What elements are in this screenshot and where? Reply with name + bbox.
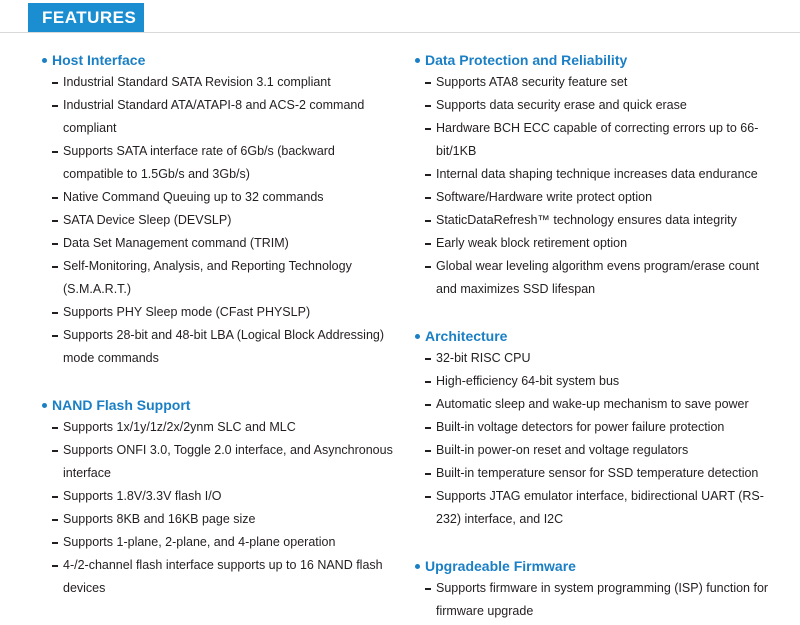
bullet-icon (42, 403, 47, 408)
page-title: FEATURES (42, 8, 137, 27)
dash-icon (52, 266, 58, 268)
list-item-text: Built-in power-on reset and voltage regulators (436, 443, 689, 457)
list-item (42, 186, 397, 209)
list-item-text: Automatic sleep and wake-up mechanism to save power (436, 397, 749, 411)
list-item-text: 32-bit RISC CPU (436, 351, 531, 365)
list-item-text: Supports 1.8V/3.3V flash I/O (63, 489, 222, 503)
dash-icon (425, 174, 431, 176)
list-item-text: Industrial Standard ATA/ATAPI-8 and ACS-2 command compliant (63, 98, 365, 135)
section-upgradeable-firmware (415, 555, 775, 623)
list-item (42, 232, 397, 255)
section-heading-text: NAND Flash Support (52, 397, 191, 413)
section-heading-text: Upgradeable Firmware (425, 558, 576, 574)
section-spacer (415, 531, 775, 555)
bullet-icon (42, 58, 47, 63)
list-item (42, 71, 397, 94)
dash-icon (425, 427, 431, 429)
list-item (42, 508, 397, 531)
list-item (415, 439, 775, 462)
dash-icon (52, 427, 58, 429)
header-divider (0, 32, 800, 33)
list-item-text: High-efficiency 64-bit system bus (436, 374, 620, 388)
dash-icon (425, 496, 431, 498)
bullet-icon (415, 564, 420, 569)
dash-icon (52, 335, 58, 337)
list-item (42, 255, 397, 301)
features-banner (28, 3, 144, 33)
dash-icon (425, 588, 431, 590)
list-item (42, 554, 397, 600)
section-data-protection-and-reliability (415, 49, 775, 301)
list-item (415, 232, 775, 255)
list-item (415, 393, 775, 416)
list-item-text: 4-/2-channel flash interface supports up to 16 NAND flash devices (63, 558, 383, 595)
left-column (42, 49, 397, 600)
list-item (42, 416, 397, 439)
dash-icon (52, 565, 58, 567)
feature-list (415, 71, 775, 301)
dash-icon (52, 151, 58, 153)
list-item-text: Software/Hardware write protect option (436, 190, 653, 204)
section-host-interface (42, 49, 397, 370)
section-heading-text: Data Protection and Reliability (425, 52, 628, 68)
list-item (42, 140, 397, 186)
dash-icon (52, 197, 58, 199)
list-item (42, 485, 397, 508)
list-item (42, 94, 397, 140)
list-item-text: Supports firmware in system programming (ISP) function for firmware upgrade (436, 581, 769, 618)
list-item-text: Data Set Management command (TRIM) (63, 236, 289, 250)
dash-icon (52, 105, 58, 107)
dash-icon (425, 381, 431, 383)
section-heading (415, 325, 775, 347)
list-item (42, 209, 397, 232)
list-item-text: Supports SATA interface rate of 6Gb/s (backward compatible to 1.5Gb/s and 3Gb/s) (63, 144, 335, 181)
feature-list (42, 416, 397, 600)
list-item (415, 370, 775, 393)
section-nand-flash-support (42, 394, 397, 600)
list-item (42, 301, 397, 324)
list-item-text: Supports 28-bit and 48-bit LBA (Logical Block Addressing) mode commands (63, 328, 385, 365)
dash-icon (52, 312, 58, 314)
list-item-text: Supports 1-plane, 2-plane, and 4-plane operation (63, 535, 336, 549)
section-heading (42, 394, 397, 416)
list-item-text: Supports 1x/1y/1z/2x/2ynm SLC and MLC (63, 420, 296, 434)
list-item-text: Industrial Standard SATA Revision 3.1 compliant (63, 75, 331, 89)
list-item (415, 255, 775, 301)
feature-list (42, 71, 397, 370)
dash-icon (425, 128, 431, 130)
dash-icon (425, 473, 431, 475)
list-item-text: Supports JTAG emulator interface, bidirectional UART (RS-232) interface, and I2C (436, 489, 764, 526)
list-item-text: Built-in voltage detectors for power failure protection (436, 420, 725, 434)
feature-list (415, 577, 775, 623)
list-item (415, 71, 775, 94)
dash-icon (52, 496, 58, 498)
list-item-text: Supports ONFI 3.0, Toggle 2.0 interface, and Asynchronous interface (63, 443, 393, 480)
list-item (415, 186, 775, 209)
list-item (415, 462, 775, 485)
dash-icon (52, 82, 58, 84)
list-item (415, 117, 775, 163)
list-item (42, 439, 397, 485)
list-item-text: Self-Monitoring, Analysis, and Reporting Technology (S.M.A.R.T.) (63, 259, 352, 296)
section-architecture (415, 325, 775, 531)
list-item (415, 347, 775, 370)
list-item-text: Supports PHY Sleep mode (CFast PHYSLP) (63, 305, 311, 319)
bullet-icon (415, 334, 420, 339)
list-item-text: Supports data security erase and quick erase (436, 98, 687, 112)
list-item (415, 94, 775, 117)
section-heading (42, 49, 397, 71)
section-heading (415, 49, 775, 71)
list-item-text: Built-in temperature sensor for SSD temperature detection (436, 466, 759, 480)
feature-list (415, 347, 775, 531)
bullet-icon (415, 58, 420, 63)
dash-icon (425, 358, 431, 360)
right-column (415, 49, 775, 623)
list-item (42, 531, 397, 554)
dash-icon (425, 105, 431, 107)
dash-icon (52, 519, 58, 521)
section-heading-text: Host Interface (52, 52, 146, 68)
list-item-text: Native Command Queuing up to 32 commands (63, 190, 324, 204)
list-item (415, 577, 775, 623)
list-item-text: Global wear leveling algorithm evens program/erase count and maximizes SSD lifespan (436, 259, 760, 296)
dash-icon (425, 266, 431, 268)
dash-icon (52, 450, 58, 452)
dash-icon (425, 243, 431, 245)
dash-icon (52, 542, 58, 544)
list-item (415, 209, 775, 232)
list-item-text: Internal data shaping technique increases data endurance (436, 167, 758, 181)
list-item (415, 163, 775, 186)
dash-icon (425, 220, 431, 222)
dash-icon (425, 404, 431, 406)
list-item-text: Supports ATA8 security feature set (436, 75, 628, 89)
list-item (415, 416, 775, 439)
list-item (42, 324, 397, 370)
section-heading (415, 555, 775, 577)
list-item-text: Supports 8KB and 16KB page size (63, 512, 256, 526)
list-item-text: Early weak block retirement option (436, 236, 628, 250)
list-item (415, 485, 775, 531)
section-spacer (42, 370, 397, 394)
dash-icon (425, 197, 431, 199)
section-heading-text: Architecture (425, 328, 508, 344)
section-spacer (415, 301, 775, 325)
dash-icon (425, 450, 431, 452)
dash-icon (52, 220, 58, 222)
dash-icon (425, 82, 431, 84)
list-item-text: StaticDataRefresh™ technology ensures data integrity (436, 213, 737, 227)
list-item-text: SATA Device Sleep (DEVSLP) (63, 213, 232, 227)
list-item-text: Hardware BCH ECC capable of correcting errors up to 66-bit/1KB (436, 121, 759, 158)
dash-icon (52, 243, 58, 245)
